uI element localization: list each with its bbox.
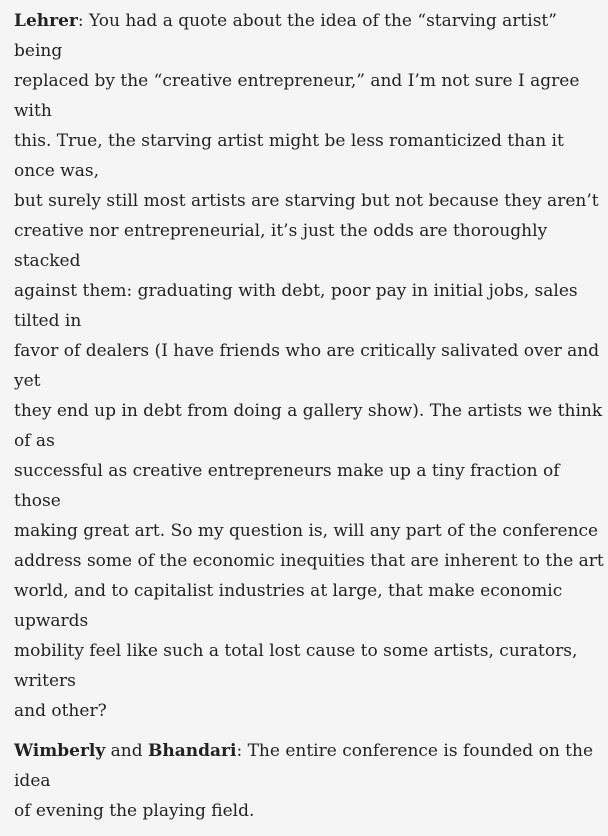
paragraph-text: The entire conference is founded on the idea of evening the playing field. (14, 741, 594, 821)
article-body (14, 6, 604, 836)
speaker-joiner: and (105, 741, 149, 761)
paragraph-lehrer (14, 6, 604, 726)
speaker-colon: : (77, 11, 89, 31)
speaker-name-wimberly: Wimberly (14, 741, 106, 761)
paragraph-wimberly-bhandari (14, 736, 604, 826)
speaker-name-lehrer: Lehrer (14, 11, 78, 31)
paragraph-text: You had a quote about the idea of the “starving artist” being replaced by the “creative entrepreneur,” and I’m not sure I agree with this. True, the starving artist might be less romanticized than it once was, but surely still most artists are starving but not because they aren’t creative nor entrepreneurial, it’s just the odds are thoroughly stacked against them: graduating with debt, poor pay in initial jobs, sales tilted in favor of dealers (I have friends who are critically salivated over and yet they end up in debt from doing a gallery show). The artists we think of as successful as creative entrepreneurs make up a tiny fraction of those making great art. So my question is, will any part of the conference address some of the economic inequities that are inherent to the art world, and to capitalist industries at large, that make economic upwards mobility feel like such a total lost cause to some artists, curators, writers and other? (14, 11, 604, 721)
speaker-colon: : (236, 741, 248, 761)
speaker-name-bhandari: Bhandari (148, 741, 237, 761)
